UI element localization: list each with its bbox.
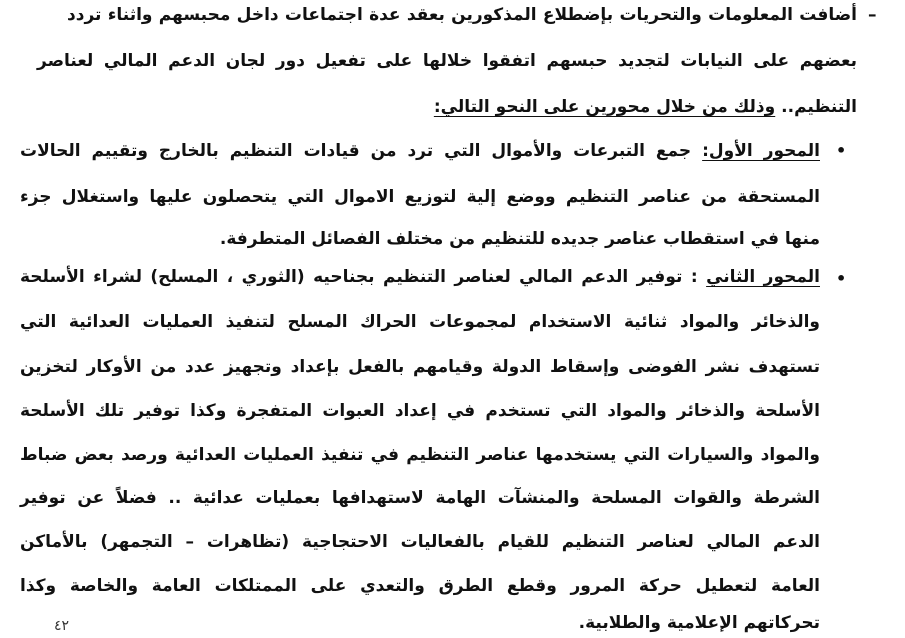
intro-line-1: أضافت المعلومات والتحريات بإضطلاع المذكورين بعقد عدة اجتماعات داخل محبسهم واثناء تردد (67, 5, 857, 25)
axis-1-line-2: المستحقة من عناصر التنظيم ووضع إلية لتوزيع الاموال التي يتحصلون عليها واستغلال جزء (20, 187, 820, 207)
axis-2-line-5: والمواد والسيارات التي يستخدمها عناصر التنظيم في تنفيذ العمليات العدائية ورصد بعض ضباط (20, 445, 820, 465)
axis-2-bullet: • (836, 269, 847, 288)
axis-1-line-3: منها في استقطاب عناصر جديده للتنظيم من مختلف الفصائل المتطرفة. (219, 229, 820, 249)
axis-2-line-7: الدعم المالي لعناصر التنظيم للقيام بالفعاليات الاحتجاجية (تظاهرات – التجمهر) بالأماكن (20, 532, 820, 552)
intro-line-2: بعضهم على النيابات لتجديد حبسهم اتفقوا خلالها على تفعيل دور لجان الدعم المالي لعناصر (37, 51, 857, 71)
axis-1-line-1-rest: جمع التبرعات والأموال التي ترد من قيادات التنظيم بالخارج وتقييم الحالات (20, 141, 703, 161)
axis-2-line-3: تستهدف نشر الفوضى وإسقاط الدولة وقيامهم بالفعل بإعداد وتجهيز عدد من الأوكار لتخزين (20, 357, 820, 377)
intro-line-3-plain: التنظيم.. (775, 97, 857, 117)
paragraph-dash-marker: – (868, 5, 877, 25)
axis-2-line-9: تحركاتهم الإعلامية والطلابية. (578, 613, 820, 633)
axis-2-heading: المحور الثاني (706, 267, 820, 287)
intro-axes-intro-underlined: وذلك من خلال محورين على النحو التالي: (433, 97, 776, 117)
axis-2-line-1-rest: : توفير الدعم المالي لعناصر التنظيم بجناحيه (الثوري ، المسلح) لشراء الأسلحة (20, 267, 707, 287)
page-number-mark: ٤٢ (54, 618, 70, 634)
axis-2-line-1 (20, 266, 820, 288)
axis-2-line-6: الشرطة والقوات المسلحة والمنشآت الهامة لاستهدافها بعمليات عدائية .. فضلاً عن توفير (20, 488, 820, 508)
axis-1-bullet: • (836, 141, 847, 160)
intro-line-3 (37, 96, 857, 118)
axis-1-line-1 (20, 140, 820, 162)
axis-1-heading: المحور الأول: (702, 141, 820, 161)
axis-2-line-2: والذخائر والمواد ثنائية الاستخدام لمجموعات الحراك المسلح لتنفيذ العمليات العدائية التي (20, 312, 820, 332)
axis-2-line-4: الأسلحة والذخائر والمواد التي تستخدم في إعداد العبوات المتفجرة وكذا توفير تلك الأسلحة (20, 401, 820, 421)
axis-2-line-8: العامة لتعطيل حركة المرور وقطع الطرق والتعدي على الممتلكات العامة والخاصة وكذا (20, 576, 820, 596)
